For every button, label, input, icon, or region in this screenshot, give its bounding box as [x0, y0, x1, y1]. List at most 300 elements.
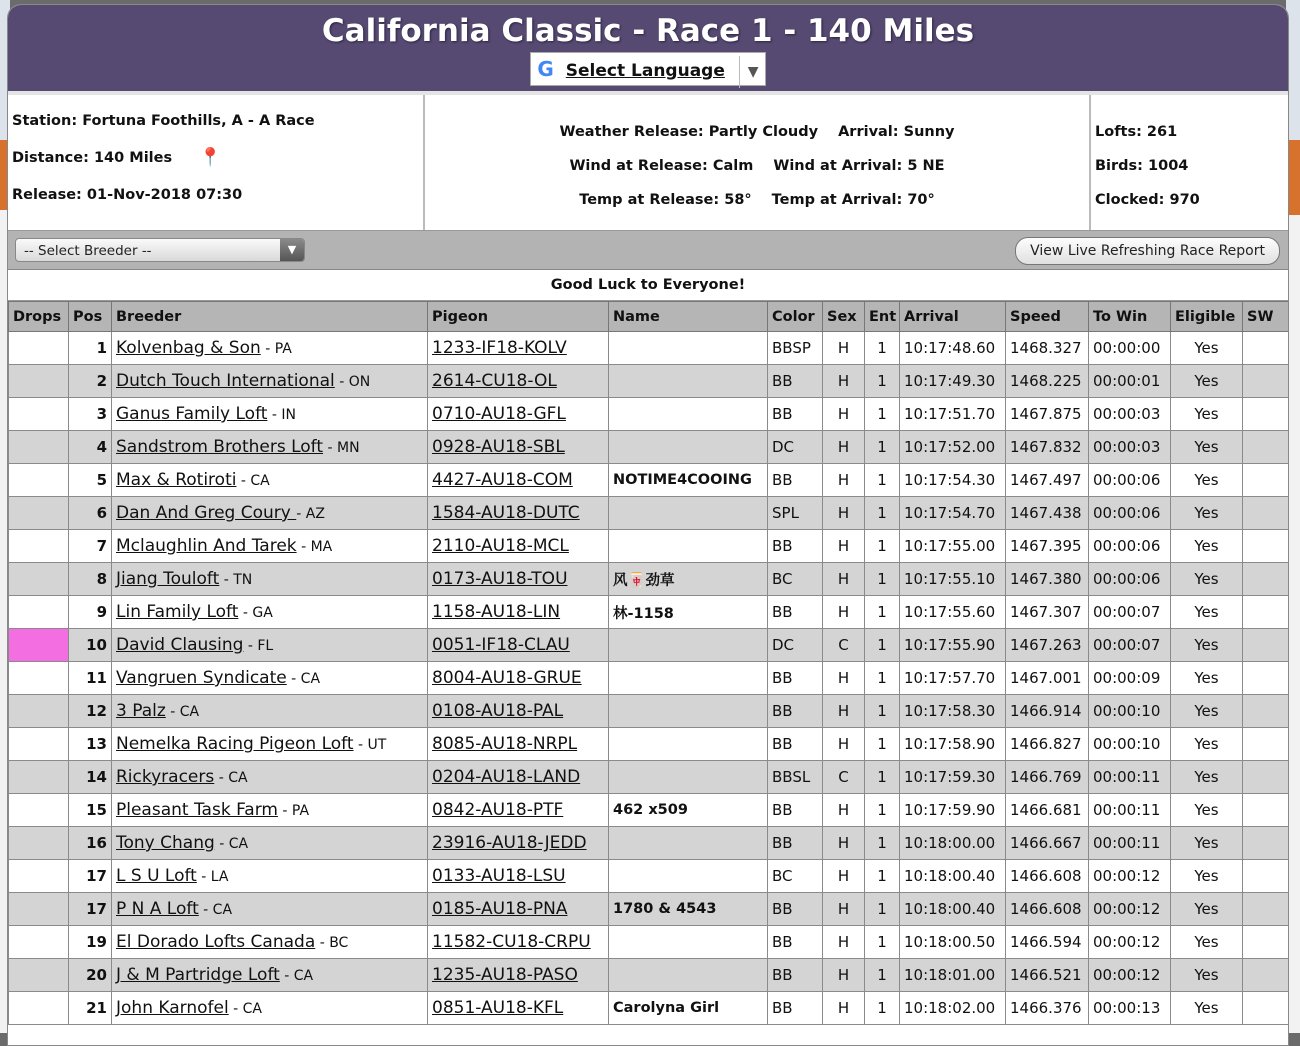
breeder-state: - CA	[214, 836, 249, 852]
entry-cell: 1	[865, 827, 900, 860]
breeder-cell	[112, 827, 428, 860]
pigeon-cell	[428, 431, 609, 464]
sex-cell: H	[823, 662, 865, 695]
entry-cell: 1	[865, 695, 900, 728]
speed-cell: 1468.327	[1006, 332, 1089, 365]
breeder-state: - LA	[196, 869, 229, 885]
entry-cell: 1	[865, 761, 900, 794]
eligible-cell: Yes	[1171, 926, 1243, 959]
column-header-color: Color	[768, 302, 823, 332]
arrival-cell: 10:17:48.60	[900, 332, 1006, 365]
sw-cell	[1243, 530, 1289, 563]
sex-cell: C	[823, 629, 865, 662]
breeder-link[interactable]: John Karnofel	[116, 998, 229, 1018]
to-win-cell: 00:00:03	[1089, 431, 1171, 464]
breeder-cell	[112, 365, 428, 398]
to-win-cell: 00:00:07	[1089, 629, 1171, 662]
breeder-state: - MA	[296, 539, 333, 555]
breeder-cell	[112, 530, 428, 563]
pigeon-link[interactable]: 4427-AU18-COM	[432, 470, 573, 490]
to-win-cell: 00:00:12	[1089, 959, 1171, 992]
color-cell: BB	[768, 596, 823, 629]
breeder-link[interactable]: El Dorado Lofts Canada	[116, 932, 316, 952]
drops-cell	[9, 365, 69, 398]
position-cell: 2	[69, 365, 112, 398]
sex-cell: H	[823, 563, 865, 596]
table-row	[9, 596, 1289, 629]
breeder-link[interactable]: Rickyracers	[116, 767, 215, 787]
color-cell: BBSL	[768, 761, 823, 794]
name-cell	[609, 431, 768, 464]
table-row	[9, 662, 1289, 695]
entry-cell: 1	[865, 365, 900, 398]
language-label: Select Language	[565, 61, 725, 81]
color-cell: BB	[768, 827, 823, 860]
sex-cell: H	[823, 893, 865, 926]
entry-cell: 1	[865, 497, 900, 530]
race-header	[8, 5, 1288, 95]
drops-cell	[9, 662, 69, 695]
name-cell: 风🀄劲草	[609, 563, 768, 596]
color-cell: BB	[768, 365, 823, 398]
color-cell: SPL	[768, 497, 823, 530]
to-win-cell: 00:00:10	[1089, 695, 1171, 728]
breeder-link[interactable]: Lin Family Loft	[116, 602, 239, 622]
arrival-cell: 10:17:52.00	[900, 431, 1006, 464]
table-row	[9, 992, 1289, 1025]
position-cell: 8	[69, 563, 112, 596]
page-title: California Classic - Race 1 - 140 Miles	[321, 13, 975, 49]
entry-cell: 1	[865, 893, 900, 926]
eligible-cell: Yes	[1171, 662, 1243, 695]
name-cell	[609, 629, 768, 662]
chevron-down-icon: ▼	[739, 56, 759, 88]
pigeon-link[interactable]: 0851-AU18-KFL	[432, 998, 564, 1018]
to-win-cell: 00:00:01	[1089, 365, 1171, 398]
sw-cell	[1243, 431, 1289, 464]
temp-arrival-text: Temp at Arrival: 70°	[771, 192, 935, 208]
eligible-cell: Yes	[1171, 629, 1243, 662]
name-cell	[609, 497, 768, 530]
wind-release-text: Wind at Release: Calm	[569, 158, 754, 174]
pigeon-link[interactable]: 0051-IF18-CLAU	[432, 635, 570, 655]
table-row	[9, 365, 1289, 398]
name-cell	[609, 959, 768, 992]
breeder-link[interactable]: Jiang Touloft	[116, 569, 220, 589]
position-cell: 3	[69, 398, 112, 431]
arrival-cell: 10:17:58.90	[900, 728, 1006, 761]
sex-cell: H	[823, 365, 865, 398]
position-cell: 5	[69, 464, 112, 497]
drops-cell	[9, 629, 69, 662]
name-cell: 林-1158	[609, 596, 768, 629]
eligible-cell: Yes	[1171, 464, 1243, 497]
pigeon-cell	[428, 959, 609, 992]
pigeon-link[interactable]: 0928-AU18-SBL	[432, 437, 565, 457]
arrival-cell: 10:18:00.40	[900, 893, 1006, 926]
pigeon-cell	[428, 761, 609, 794]
sw-cell	[1243, 860, 1289, 893]
name-cell	[609, 761, 768, 794]
arrival-cell: 10:17:55.90	[900, 629, 1006, 662]
arrival-cell: 10:18:00.50	[900, 926, 1006, 959]
position-cell: 21	[69, 992, 112, 1025]
breeder-link[interactable]: P N A Loft	[116, 899, 199, 919]
table-row	[9, 629, 1289, 662]
breeder-link[interactable]: 3 Palz	[116, 701, 166, 721]
to-win-cell: 00:00:07	[1089, 596, 1171, 629]
speed-cell: 1466.376	[1006, 992, 1089, 1025]
breeder-state: - BC	[315, 935, 349, 951]
color-cell: BBSP	[768, 332, 823, 365]
entry-cell: 1	[865, 530, 900, 563]
eligible-cell: Yes	[1171, 959, 1243, 992]
clocked-count: Clocked: 970	[1095, 192, 1200, 208]
arrival-cell: 10:18:00.40	[900, 860, 1006, 893]
position-cell: 14	[69, 761, 112, 794]
pigeon-link[interactable]: 0710-AU18-GFL	[432, 404, 566, 424]
breeder-link[interactable]: Mclaughlin And Tarek	[116, 536, 297, 556]
eligible-cell: Yes	[1171, 695, 1243, 728]
arrival-cell: 10:17:55.00	[900, 530, 1006, 563]
eligible-cell: Yes	[1171, 398, 1243, 431]
table-row	[9, 926, 1289, 959]
color-cell: BB	[768, 926, 823, 959]
drops-cell	[9, 530, 69, 563]
breeder-select[interactable]	[15, 238, 305, 262]
name-cell	[609, 827, 768, 860]
arrival-cell: 10:17:59.90	[900, 794, 1006, 827]
speed-cell: 1467.395	[1006, 530, 1089, 563]
drops-cell	[9, 893, 69, 926]
speed-cell: 1466.769	[1006, 761, 1089, 794]
column-header-sw: SW	[1243, 302, 1289, 332]
breeder-link[interactable]: Sandstrom Brothers Loft	[116, 437, 324, 457]
speed-cell: 1466.521	[1006, 959, 1089, 992]
pigeon-cell	[428, 926, 609, 959]
sw-cell	[1243, 794, 1289, 827]
drops-cell	[9, 728, 69, 761]
breeder-link[interactable]: Vangruen Syndicate	[116, 668, 287, 688]
breeder-state: - MN	[323, 440, 360, 456]
drops-cell	[9, 959, 69, 992]
pigeon-cell	[428, 398, 609, 431]
arrival-cell: 10:18:01.00	[900, 959, 1006, 992]
entry-cell: 1	[865, 431, 900, 464]
to-win-cell: 00:00:11	[1089, 761, 1171, 794]
wind-row	[425, 149, 1089, 183]
sex-cell: C	[823, 761, 865, 794]
pigeon-link[interactable]: 1233-IF18-KOLV	[432, 338, 567, 358]
pigeon-link[interactable]: 0133-AU18-LSU	[432, 866, 566, 886]
sw-cell	[1243, 464, 1289, 497]
speed-cell: 1466.667	[1006, 827, 1089, 860]
entry-cell: 1	[865, 794, 900, 827]
arrival-cell: 10:17:58.30	[900, 695, 1006, 728]
eligible-cell: Yes	[1171, 596, 1243, 629]
name-cell	[609, 860, 768, 893]
breeder-cell	[112, 695, 428, 728]
table-row	[9, 695, 1289, 728]
position-cell: 7	[69, 530, 112, 563]
column-header-sex: Sex	[823, 302, 865, 332]
speed-cell: 1467.380	[1006, 563, 1089, 596]
pigeon-link[interactable]: 0173-AU18-TOU	[432, 569, 568, 589]
drops-cell	[9, 992, 69, 1025]
breeder-cell	[112, 431, 428, 464]
name-cell: NOTIME4COOING	[609, 464, 768, 497]
sw-cell	[1243, 695, 1289, 728]
table-row	[9, 431, 1289, 464]
name-cell	[609, 926, 768, 959]
entry-cell: 1	[865, 728, 900, 761]
drops-cell	[9, 596, 69, 629]
position-cell: 15	[69, 794, 112, 827]
column-header-drops: Drops	[9, 302, 69, 332]
pigeon-link[interactable]: 23916-AU18-JEDD	[432, 833, 587, 853]
sex-cell: H	[823, 464, 865, 497]
to-win-cell: 00:00:03	[1089, 398, 1171, 431]
speed-cell: 1467.875	[1006, 398, 1089, 431]
arrival-cell: 10:17:59.30	[900, 761, 1006, 794]
breeder-state: - CA	[165, 704, 200, 720]
color-cell: BB	[768, 695, 823, 728]
color-cell: BB	[768, 464, 823, 497]
sw-cell	[1243, 497, 1289, 530]
color-cell: DC	[768, 431, 823, 464]
position-cell: 12	[69, 695, 112, 728]
sex-cell: H	[823, 695, 865, 728]
pigeon-cell	[428, 662, 609, 695]
breeder-cell	[112, 464, 428, 497]
breeder-cell	[112, 794, 428, 827]
sex-cell: H	[823, 497, 865, 530]
breeder-cell	[112, 860, 428, 893]
pigeon-cell	[428, 464, 609, 497]
entry-cell: 1	[865, 464, 900, 497]
table-row	[9, 893, 1289, 926]
breeder-link[interactable]: Pleasant Task Farm	[116, 800, 278, 820]
drops-cell	[9, 794, 69, 827]
breeder-cell	[112, 398, 428, 431]
position-cell: 1	[69, 332, 112, 365]
column-header-arrival: Arrival	[900, 302, 1006, 332]
speed-cell: 1467.832	[1006, 431, 1089, 464]
station-text: Station: Fortuna Foothills, A - A Race	[12, 113, 315, 129]
speed-cell: 1467.001	[1006, 662, 1089, 695]
breeder-state: - CA	[228, 1001, 262, 1017]
sw-cell	[1243, 827, 1289, 860]
position-cell: 17	[69, 860, 112, 893]
table-row	[9, 464, 1289, 497]
chevron-down-icon: ▼	[280, 239, 304, 261]
column-header-pigeon: Pigeon	[428, 302, 609, 332]
race-stats	[1091, 95, 1288, 230]
drops-cell	[9, 332, 69, 365]
position-cell: 17	[69, 893, 112, 926]
entry-cell: 1	[865, 959, 900, 992]
table-row	[9, 332, 1289, 365]
breeder-link[interactable]: Dan And Greg Coury	[116, 503, 297, 523]
eligible-cell: Yes	[1171, 860, 1243, 893]
breeder-state: - CA	[279, 968, 314, 984]
breeder-link[interactable]: David Clausing	[116, 635, 244, 655]
pigeon-link[interactable]: 0108-AU18-PAL	[432, 701, 564, 721]
position-cell: 4	[69, 431, 112, 464]
color-cell: BC	[768, 860, 823, 893]
table-row	[9, 563, 1289, 596]
pigeon-link[interactable]: 2614-CU18-OL	[432, 371, 557, 391]
sex-cell: H	[823, 860, 865, 893]
breeder-link[interactable]: Ganus Family Loft	[116, 404, 268, 424]
pigeon-link[interactable]: 8004-AU18-GRUE	[432, 668, 582, 688]
color-cell: BB	[768, 959, 823, 992]
table-row	[9, 497, 1289, 530]
drops-cell	[9, 860, 69, 893]
name-cell	[609, 662, 768, 695]
arrival-cell: 10:17:51.70	[900, 398, 1006, 431]
to-win-cell: 00:00:09	[1089, 662, 1171, 695]
race-location-info	[8, 95, 425, 230]
wind-arrival-text: Wind at Arrival: 5 NE	[773, 158, 945, 174]
eligible-cell: Yes	[1171, 563, 1243, 596]
to-win-cell: 00:00:06	[1089, 563, 1171, 596]
live-report-button[interactable]: View Live Refreshing Race Report	[1015, 237, 1280, 265]
table-row	[9, 398, 1289, 431]
color-cell: BB	[768, 530, 823, 563]
pigeon-link[interactable]: 0842-AU18-PTF	[432, 800, 564, 820]
pigeon-link[interactable]: 2110-AU18-MCL	[432, 536, 569, 556]
breeder-state: - GA	[238, 605, 273, 621]
eligible-cell: Yes	[1171, 497, 1243, 530]
breeder-link[interactable]: Tony Chang	[116, 833, 215, 853]
column-header-speed: Speed	[1006, 302, 1089, 332]
breeder-state: - FL	[243, 638, 274, 654]
color-cell: BB	[768, 893, 823, 926]
race-report-panel	[7, 4, 1289, 1046]
breeder-link[interactable]: Max & Rotiroti	[116, 470, 237, 490]
distance-row	[12, 136, 419, 173]
map-icon[interactable]: 📍	[199, 147, 222, 168]
arrival-cell: 10:18:00.00	[900, 827, 1006, 860]
pigeon-cell	[428, 827, 609, 860]
sw-cell	[1243, 992, 1289, 1025]
breeder-select-value: -- Select Breeder --	[24, 243, 152, 259]
drops-cell	[9, 497, 69, 530]
color-cell: DC	[768, 629, 823, 662]
breeder-link[interactable]: L S U Loft	[116, 866, 197, 886]
breeder-cell	[112, 662, 428, 695]
sw-cell	[1243, 332, 1289, 365]
good-luck-message: Good Luck to Everyone!	[8, 270, 1288, 301]
speed-cell: 1466.608	[1006, 893, 1089, 926]
breeder-state: - CA	[198, 902, 233, 918]
sw-cell	[1243, 398, 1289, 431]
speed-cell: 1466.914	[1006, 695, 1089, 728]
pigeon-link[interactable]: 1158-AU18-LIN	[432, 602, 561, 622]
pigeon-cell	[428, 728, 609, 761]
color-cell: BC	[768, 563, 823, 596]
pigeon-link[interactable]: 1584-AU18-DUTC	[432, 503, 580, 523]
pigeon-cell	[428, 992, 609, 1025]
language-selector[interactable]	[530, 52, 765, 86]
position-cell: 19	[69, 926, 112, 959]
pigeon-link[interactable]: 8085-AU18-NRPL	[432, 734, 578, 754]
pigeon-link[interactable]: 1235-AU18-PASO	[432, 965, 578, 985]
drops-cell	[9, 761, 69, 794]
pigeon-cell	[428, 596, 609, 629]
release-text: Release: 01-Nov-2018 07:30	[12, 187, 243, 203]
sw-cell	[1243, 959, 1289, 992]
pigeon-link[interactable]: 0204-AU18-LAND	[432, 767, 581, 787]
to-win-cell: 00:00:12	[1089, 860, 1171, 893]
sw-cell	[1243, 365, 1289, 398]
to-win-cell: 00:00:00	[1089, 332, 1171, 365]
sex-cell: H	[823, 398, 865, 431]
entry-cell: 1	[865, 596, 900, 629]
arrival-cell: 10:18:02.00	[900, 992, 1006, 1025]
table-row	[9, 827, 1289, 860]
eligible-cell: Yes	[1171, 761, 1243, 794]
to-win-cell: 00:00:11	[1089, 827, 1171, 860]
eligible-cell: Yes	[1171, 365, 1243, 398]
color-cell: BB	[768, 662, 823, 695]
sex-cell: H	[823, 530, 865, 563]
position-cell: 20	[69, 959, 112, 992]
breeder-cell	[112, 728, 428, 761]
pigeon-link[interactable]: 11582-CU18-CRPU	[432, 932, 591, 952]
breeder-link[interactable]: J & M Partridge Loft	[116, 965, 280, 985]
google-icon: G	[537, 57, 554, 81]
entry-cell: 1	[865, 332, 900, 365]
table-row	[9, 860, 1289, 893]
sex-cell: H	[823, 959, 865, 992]
temp-release-text: Temp at Release: 58°	[579, 192, 752, 208]
arrival-cell: 10:17:54.70	[900, 497, 1006, 530]
pigeon-cell	[428, 794, 609, 827]
breeder-state: - ON	[334, 374, 371, 390]
pigeon-link[interactable]: 0185-AU18-PNA	[432, 899, 568, 919]
sex-cell: H	[823, 827, 865, 860]
breeder-state: - AZ	[296, 506, 325, 522]
entry-cell: 1	[865, 860, 900, 893]
to-win-cell: 00:00:10	[1089, 728, 1171, 761]
sex-cell: H	[823, 794, 865, 827]
sw-cell	[1243, 761, 1289, 794]
breeder-state: - TN	[219, 572, 253, 588]
breeder-link[interactable]: Dutch Touch International	[116, 371, 335, 391]
breeder-cell	[112, 629, 428, 662]
speed-cell: 1467.263	[1006, 629, 1089, 662]
color-cell: BB	[768, 992, 823, 1025]
table-row	[9, 761, 1289, 794]
column-header-breeder: Breeder	[112, 302, 428, 332]
pigeon-cell	[428, 365, 609, 398]
breeder-cell	[112, 761, 428, 794]
breeder-link[interactable]: Kolvenbag & Son	[116, 338, 261, 358]
breeder-state: - CA	[286, 671, 321, 687]
pigeon-cell	[428, 893, 609, 926]
entry-cell: 1	[865, 992, 900, 1025]
eligible-cell: Yes	[1171, 530, 1243, 563]
to-win-cell: 00:00:06	[1089, 497, 1171, 530]
breeder-link[interactable]: Nemelka Racing Pigeon Loft	[116, 734, 354, 754]
speed-cell: 1466.681	[1006, 794, 1089, 827]
table-header-row	[9, 302, 1289, 332]
table-row	[9, 794, 1289, 827]
eligible-cell: Yes	[1171, 332, 1243, 365]
speed-cell: 1466.608	[1006, 860, 1089, 893]
